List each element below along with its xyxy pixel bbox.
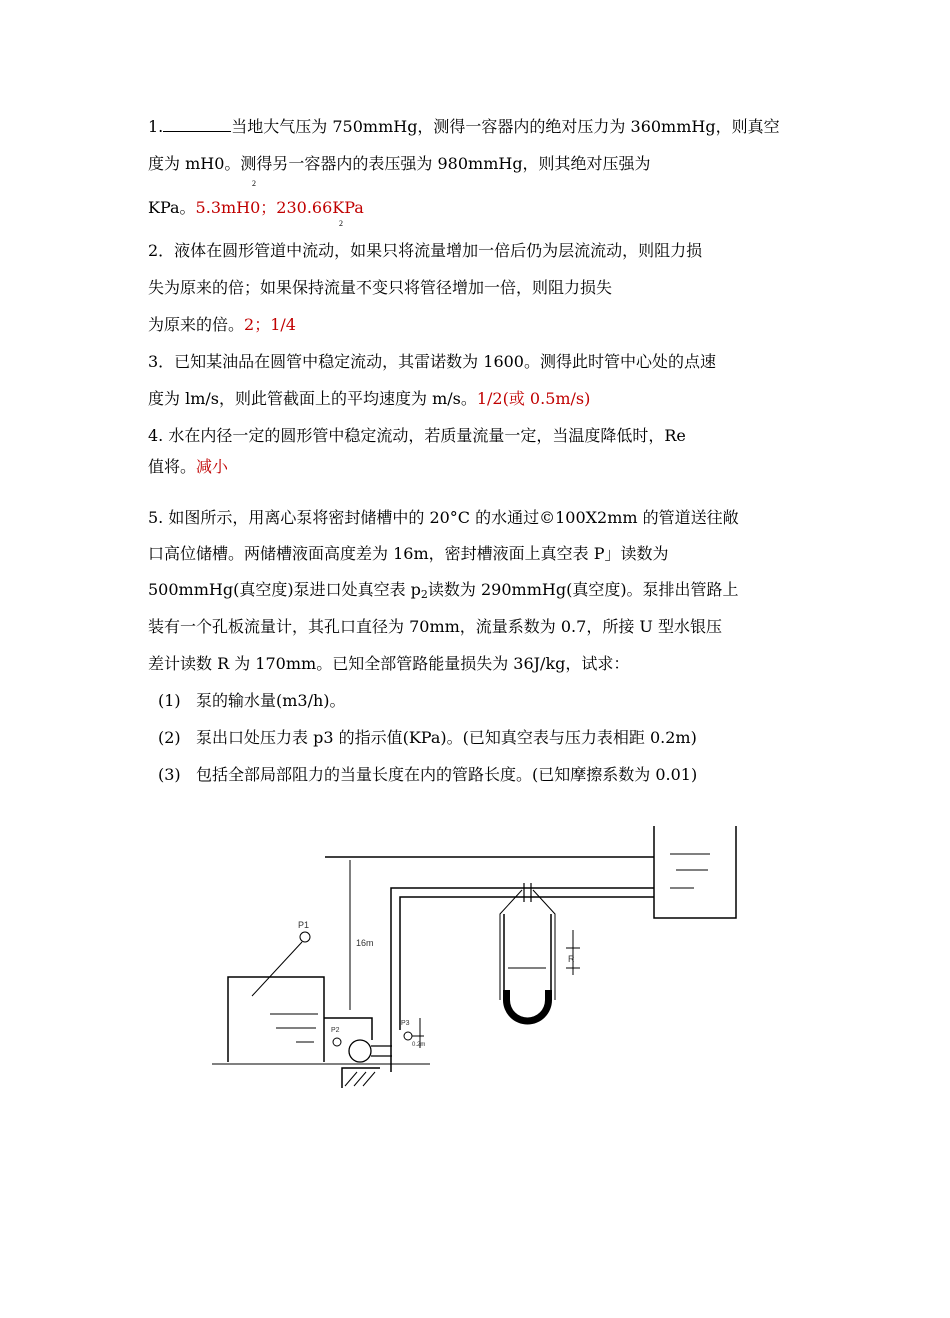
q5-line-2: 口高位储槽。两储槽液面高度差为 16m，密封槽液面上真空表 P」读数为 <box>148 544 669 563</box>
mercury-fill <box>503 990 552 1025</box>
q5-line-5: 差计读数 R 为 170mm。已知全部管路能量损失为 36J/kg，试求： <box>148 654 630 673</box>
label-p1: P1 <box>298 920 310 930</box>
p1-gauge <box>300 932 310 942</box>
q4-line-1: 4. 水在内径一定的圆形管中稳定流动，若质量流量一定，当温度降低时，Re <box>148 426 686 445</box>
q1-line-2: 度为 mH0。测得另一容器内的表压强为 980mmHg，则其绝对压强为 <box>148 154 651 173</box>
p3-gauge <box>404 1032 412 1040</box>
label-p3: P3 <box>401 1020 410 1027</box>
q5-line-1: 5. 如图所示，用离心泵将密封储槽中的 20°C 的水通过©100X2mm 的管道送往敞 <box>148 508 739 527</box>
q2-answer: 2；1/4 <box>244 315 296 334</box>
q5-item-3-text: 包括全部局部阻力的当量长度在内的管路长度。(已知摩擦系数为 0.01) <box>196 765 698 784</box>
q5-line-4: 装有一个孔板流量计，其孔口直径为 70mm，流量系数为 0.7，所接 U 型水银压 <box>148 617 722 636</box>
discharge-pipe <box>391 888 654 1072</box>
q5-text-3a: 500mmHg(真空度)泵进口处真空表 p <box>148 580 421 599</box>
q5-subscript: 2 <box>420 588 428 601</box>
q5-item-2-number: (2) <box>158 728 181 747</box>
q1-text-1: 当地大气压为 750mmHg，测得一容器内的绝对压力为 360mmHg，则真空 <box>231 117 780 136</box>
q1-text-3: KPa。 <box>148 198 196 217</box>
upper-tank <box>654 826 736 918</box>
q1-superscript-2: 2 <box>339 219 343 228</box>
q3-line-1: 3．已知某油品在圆管中稳定流动，其雷诺数为 1600。测得此时管中心处的点速 <box>148 352 716 371</box>
q1-number: 1. <box>148 117 164 136</box>
label-16m: 16m <box>356 938 374 948</box>
q1-superscript-1: 2 <box>252 179 256 188</box>
q5-item-1-text: 泵的输水量(m3/h)。 <box>196 691 346 710</box>
q5-item-1-number: (1) <box>158 691 181 710</box>
q5-item-3-number: (3) <box>158 765 181 784</box>
u-tube-manometer <box>504 914 551 1019</box>
label-0-2m: 0.2m <box>412 1042 426 1048</box>
lower-tank <box>228 977 324 1062</box>
q5-text-3b: 读数为 290mmHg(真空度)。泵排出管路上 <box>427 580 739 599</box>
q2-text-3: 为原来的倍。 <box>148 315 245 334</box>
q3-answer: 1/2(或 0.5m/s) <box>476 389 591 408</box>
q2-line-2: 失为原来的倍；如果保持流量不变只将管径增加一倍，则阻力损失 <box>148 278 613 297</box>
q4-answer: 减小 <box>196 457 229 476</box>
q4-text-2: 值将。 <box>148 457 197 476</box>
q1-answer: 5.3mH0；230.66KPa <box>195 198 364 217</box>
label-p2: P2 <box>331 1027 340 1034</box>
pump-icon <box>349 1040 371 1062</box>
label-r: R <box>568 954 575 964</box>
q2-line-1: 2．液体在圆形管道中流动，如果只将流量增加一倍后仍为层流流动，则阻力损 <box>148 241 703 260</box>
q3-text-2: 度为 lm/s，则此管截面上的平均速度为 m/s。 <box>148 389 477 408</box>
p2-gauge <box>333 1038 341 1046</box>
q5-item-2-text: 泵出口处压力表 p3 的指示值(KPa)。(已知真空表与压力表相距 0.2m) <box>196 728 697 747</box>
